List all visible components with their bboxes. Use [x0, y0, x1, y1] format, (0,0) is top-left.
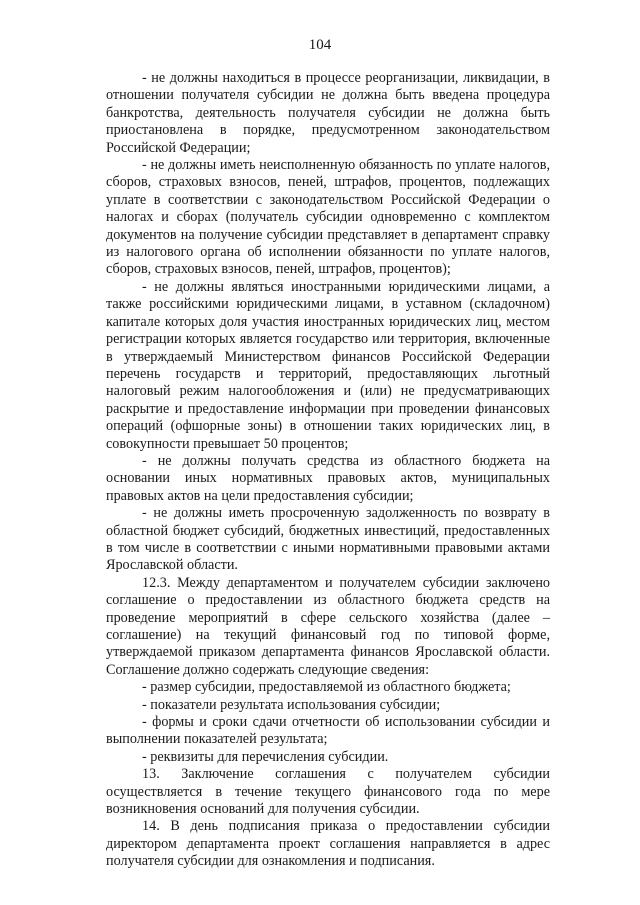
paragraph: 13. Заключение соглашения с получателем субсидии осуществляется в течение текущего финансового года по мере возникновения оснований для получения субсидии. [106, 766, 550, 818]
page-number: 104 [308, 37, 332, 53]
paragraph: - не должны являться иностранными юридическими лицами, а также российскими юридическими лицами, в уставном (складочном) капитале которых доля участия иностранных юридических лиц, местом регистрации которых является государство или территория, включенные в утверждаемый Министерством финансов Российской Федерации перечень государств и территорий, предоставляющих льготный налоговый режим налогообложения и (или) не предусматривающих раскрытие и предоставление информации при проведении финансовых операций (офшорные зоны) в отношении таких юридических лиц, в совокупности превышает 50 процентов; [106, 278, 550, 452]
paragraph: - реквизиты для перечисления субсидии. [142, 748, 389, 765]
document-body [106, 70, 550, 871]
paragraph: - формы и сроки сдачи отчетности об использовании субсидии и выполнении показателей результата; [106, 714, 550, 748]
paragraph: - не должны получать средства из областного бюджета на основании иных нормативных правовых актов, муниципальных правовых актов на цели предоставления субсидии; [106, 452, 550, 504]
paragraph: 14. В день подписания приказа о предоставлении субсидии директором департамента проект соглашения направляется в адрес получателя субсидии для ознакомления и подписания. [106, 818, 550, 870]
paragraph: - не должны находиться в процессе реорганизации, ликвидации, в отношении получателя субсидии не должна быть введена процедура банкротства, деятельность получателя субсидии не должна быть приостановлена в порядке, предусмотренном законодательством Российской Федерации; [106, 70, 550, 156]
paragraph: 12.3. Между департаментом и получателем субсидии заключено соглашение о предоставлении из областного бюджета средств на проведение мероприятий в сфере сельского хозяйства (далее – соглашение) на текущий финансовый год по типовой форме, утверждаемой приказом департамента финансов Ярославской области. Соглашение должно содержать следующие сведения: [106, 574, 550, 678]
paragraph: - размер субсидии, предоставляемой из областного бюджета; [142, 679, 511, 696]
paragraph: - показатели результата использования субсидии; [142, 696, 441, 713]
paragraph: - не должны иметь просроченную задолженность по возврату в областной бюджет субсидий, бюджетных инвестиций, предоставленных в том числе в соответствии с иными нормативными правовыми актами Ярославской области. [106, 505, 550, 574]
paragraph: - не должны иметь неисполненную обязанность по уплате налогов, сборов, страховых взносов, пеней, штрафов, процентов, подлежащих уплате в соответствии с законодательством Российской Федерации о налогах и сборах (получатель субсидии одновременно с комплектом документов на получение субсидии представляет в департамент справку из налогового органа об исполнении обязанности по уплате налогов, сборов, страховых взносов, пеней, штрафов, процентов); [106, 157, 550, 278]
